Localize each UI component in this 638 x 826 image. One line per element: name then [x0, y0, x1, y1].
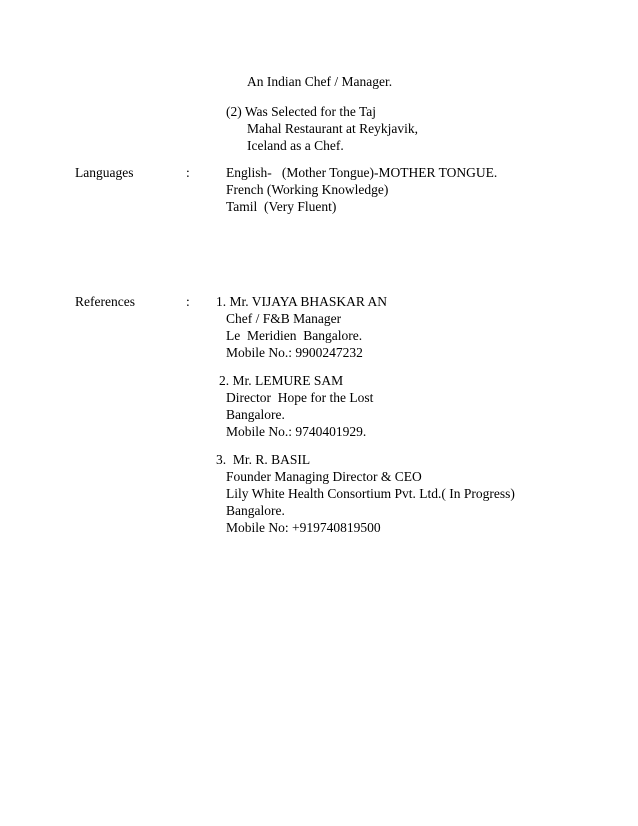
language-item: Tamil (Very Fluent) [226, 199, 337, 214]
references-label: References [75, 294, 135, 309]
reference-1-line: Chef / F&B Manager [226, 311, 342, 326]
language-item: English- (Mother Tongue)-MOTHER TONGUE. [226, 165, 498, 180]
reference-2-line: Director Hope for the Lost [226, 390, 374, 405]
reference-1-line: Le Meridien Bangalore. [226, 328, 363, 343]
reference-3-name: 3. Mr. R. BASIL [216, 452, 311, 467]
languages-label: Languages [75, 165, 134, 180]
language-item: French (Working Knowledge) [226, 182, 389, 197]
reference-1-name: 1. Mr. VIJAYA BHASKAR AN [216, 294, 388, 309]
reference-3-line: Founder Managing Director & CEO [226, 469, 422, 484]
experience-line: An Indian Chef / Manager. [247, 74, 393, 89]
reference-3-line: Bangalore. [226, 503, 285, 518]
languages-colon: : [186, 165, 190, 180]
reference-3-line: Lily White Health Consortium Pvt. Ltd.( In Progress) [226, 486, 515, 501]
reference-3-phone: Mobile No: +919740819500 [226, 520, 381, 535]
references-colon: : [186, 294, 190, 309]
reference-2-name: 2. Mr. LEMURE SAM [219, 373, 344, 388]
reference-2-phone: Mobile No.: 9740401929. [226, 424, 367, 439]
reference-2-line: Bangalore. [226, 407, 285, 422]
experience-item-2-line: Mahal Restaurant at Reykjavik, [247, 121, 418, 136]
experience-item-2-line: (2) Was Selected for the Taj [226, 104, 377, 119]
experience-item-2-line: Iceland as a Chef. [247, 138, 344, 153]
reference-1-phone: Mobile No.: 9900247232 [226, 345, 363, 360]
